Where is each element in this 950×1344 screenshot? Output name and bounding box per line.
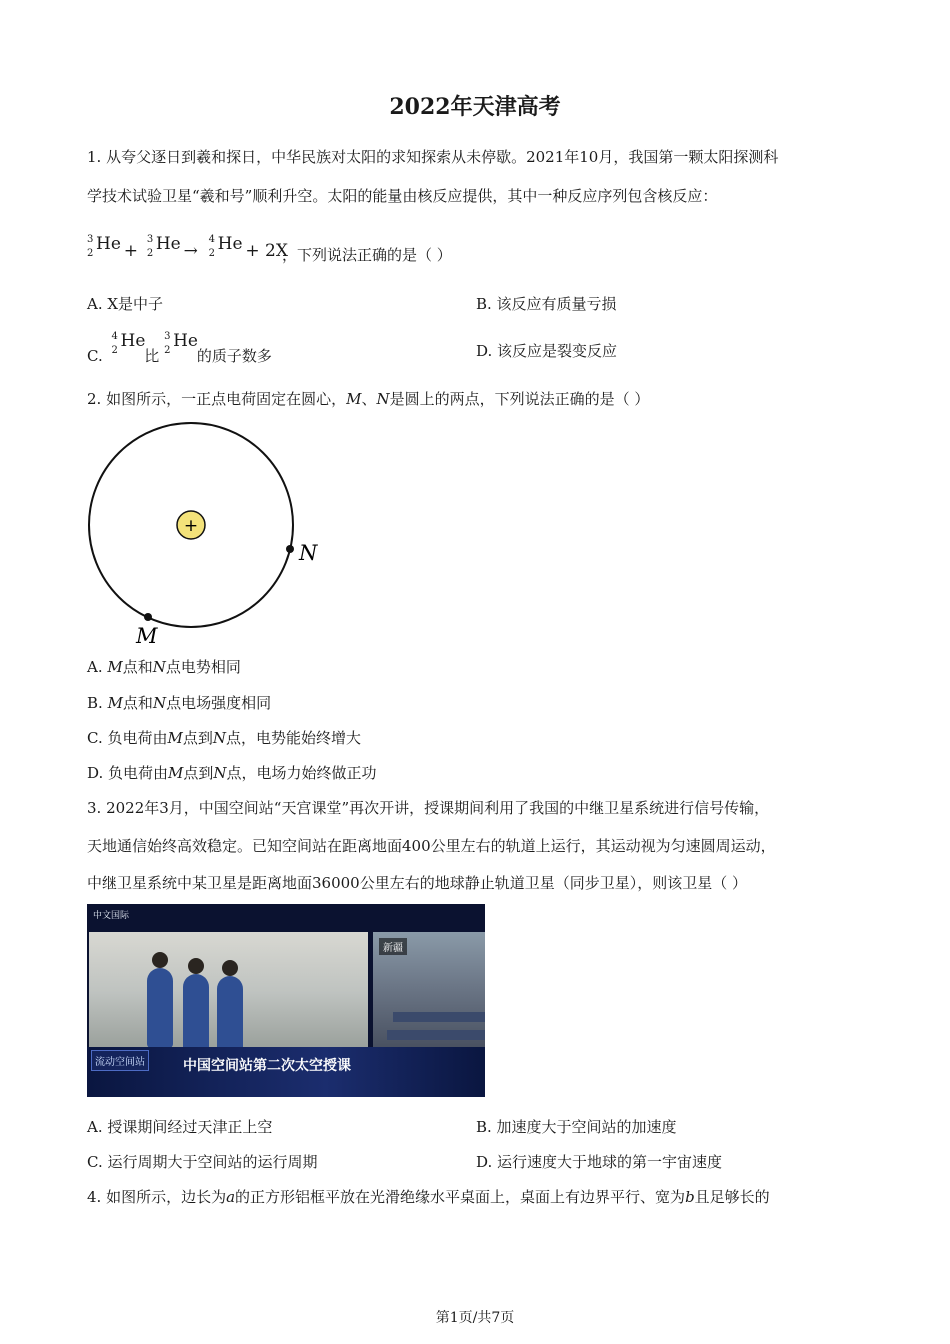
option-text: 点和 — [122, 694, 153, 712]
charge-number: 2 — [164, 345, 171, 356]
charge-number: 2 — [208, 248, 215, 259]
stem-text: 且足够长的 — [694, 1188, 770, 1206]
q2-stem — [87, 389, 649, 409]
var-m: M — [107, 694, 123, 712]
q3-stem-line3: 中继卫星系统中某卫星是距离地面36000公里左右的地球静止轨道卫星（同步卫星），则该卫星（ ） — [87, 874, 747, 892]
nuclide-he4 — [208, 234, 243, 259]
element-symbol: He — [217, 234, 243, 254]
q2-option-d[interactable] — [87, 763, 377, 783]
q1-stem-line1: 1. 从夸父逐日到羲和探日，中华民族对太阳的求知探索从未停歇。2021年10月，我国第一颗太阳探测科 — [87, 148, 779, 166]
option-text: 点，电势能始终增大 — [225, 729, 361, 747]
q3-option-a[interactable]: A. 授课期间经过天津正上空 — [87, 1118, 273, 1136]
reaction-arrow: → — [183, 241, 198, 261]
q3-space-lecture-photo — [87, 904, 485, 1097]
q1-stem-tail: ，下列说法正确的是（ ） — [282, 246, 452, 264]
element-symbol: He — [120, 331, 146, 351]
label-n: N — [299, 541, 318, 565]
space-station-scene — [89, 932, 368, 1065]
astronaut — [217, 976, 243, 1056]
q3-stem-line1: 3. 2022年3月，中国空间站“天宫课堂”再次开讲，授课期间利用了我国的中继卫星系统进行信号传输， — [87, 799, 770, 817]
q1-nuclear-equation — [87, 236, 288, 261]
option-text: C. 负电荷由 — [87, 729, 168, 747]
option-text: 的质子数多 — [196, 347, 272, 365]
q4-stem — [87, 1187, 770, 1207]
nuclide-he3 — [164, 331, 198, 361]
var-n: N — [212, 729, 226, 747]
option-text: A. — [87, 658, 108, 676]
q3-stem-line2: 天地通信始终高效稳定。已知空间站在距离地面400公里左右的轨道上运行，其运动视为匀速圆周运动， — [87, 837, 776, 855]
astronaut — [147, 968, 173, 1048]
option-text: 点电势相同 — [165, 658, 241, 676]
desk-row — [387, 1030, 485, 1040]
astronaut-head — [188, 958, 204, 974]
program-badge: 流动空间站 — [91, 1050, 149, 1071]
desk-row — [393, 1012, 485, 1022]
point-m-dot — [144, 613, 152, 621]
q1-option-b[interactable]: B. 该反应有质量亏损 — [476, 295, 617, 313]
q1-stem-line2: 学技术试验卫星“羲和号”顺利升空。太阳的能量由核反应提供，其中一种反应序列包含核反应： — [87, 187, 718, 205]
element-symbol: He — [96, 234, 121, 254]
stem-text: 2. 如图所示，一正点电荷固定在圆心， — [87, 390, 347, 408]
var-n: N — [152, 658, 166, 676]
mass-number: 3 — [164, 331, 171, 342]
charge-number: 2 — [111, 345, 118, 356]
nuclide-he3-b — [146, 234, 181, 259]
stem-text: 是圆上的两点，下列说法正确的是（ ） — [389, 390, 650, 408]
q2-option-b[interactable] — [87, 693, 271, 713]
option-text: D. 负电荷由 — [87, 764, 169, 782]
plus-sign: + — [123, 241, 139, 261]
astronaut — [183, 974, 209, 1054]
q1-option-c[interactable] — [87, 331, 272, 366]
stem-text: 4. 如图所示，边长为 — [87, 1188, 227, 1206]
option-text: 点和 — [122, 658, 153, 676]
var-n: N — [152, 694, 167, 712]
separator: 、 — [361, 390, 377, 408]
var-n: N — [376, 390, 390, 408]
q2-option-c[interactable] — [87, 728, 361, 748]
q2-circle-figure — [80, 418, 340, 650]
charge-sign: + — [183, 516, 199, 536]
var-m: M — [346, 390, 362, 408]
q3-option-d[interactable]: D. 运行速度大于地球的第一宇宙速度 — [476, 1153, 723, 1171]
page-footer: 第1页/共7页 — [435, 1310, 515, 1326]
charge-number: 2 — [87, 248, 94, 259]
astronaut-head — [222, 960, 238, 976]
option-letter: C. — [87, 347, 103, 365]
option-text: 点，电场力始终做正功 — [226, 764, 377, 782]
nuclide-he4 — [111, 331, 146, 361]
q1-option-a[interactable]: A. X是中子 — [87, 295, 164, 313]
option-text: B. — [87, 694, 108, 712]
label-m: M — [136, 624, 158, 648]
option-text: 点到 — [183, 764, 214, 782]
mass-number: 3 — [146, 234, 154, 245]
var-b: b — [685, 1188, 695, 1206]
var-m: M — [168, 764, 184, 782]
astronaut-head — [152, 952, 168, 968]
channel-logo: 中文国际 — [93, 911, 130, 921]
mass-number: 4 — [208, 234, 215, 245]
point-n-dot — [286, 545, 294, 553]
option-text: 点电场强度相同 — [166, 694, 272, 712]
var-a: a — [226, 1188, 236, 1206]
q3-option-b[interactable]: B. 加速度大于空间站的加速度 — [476, 1118, 677, 1136]
reaction-products-tail: + 2X — [245, 241, 288, 261]
mass-number: 3 — [87, 234, 94, 245]
location-tag: 新疆 — [379, 938, 407, 955]
mass-number: 4 — [111, 331, 118, 342]
comparison-word: 比 — [144, 347, 160, 365]
var-n: N — [213, 764, 227, 782]
q3-option-c[interactable]: C. 运行周期大于空间站的运行周期 — [87, 1153, 318, 1171]
var-m: M — [167, 729, 183, 747]
element-symbol: He — [155, 234, 181, 254]
q1-option-d[interactable]: D. 该反应是裂变反应 — [476, 342, 618, 360]
nuclide-he3-a — [87, 234, 121, 259]
element-symbol: He — [173, 331, 198, 351]
option-text: 点到 — [182, 729, 213, 747]
banner-caption: 中国空间站第二次太空授课 — [183, 1058, 351, 1074]
stem-text: 的正方形铝框平放在光滑绝缘水平桌面上，桌面上有边界平行、宽为 — [235, 1188, 686, 1206]
charge-number: 2 — [146, 248, 154, 259]
var-m: M — [107, 658, 123, 676]
page-title: 2022年天津高考 — [389, 94, 561, 120]
q2-option-a[interactable] — [87, 657, 241, 677]
